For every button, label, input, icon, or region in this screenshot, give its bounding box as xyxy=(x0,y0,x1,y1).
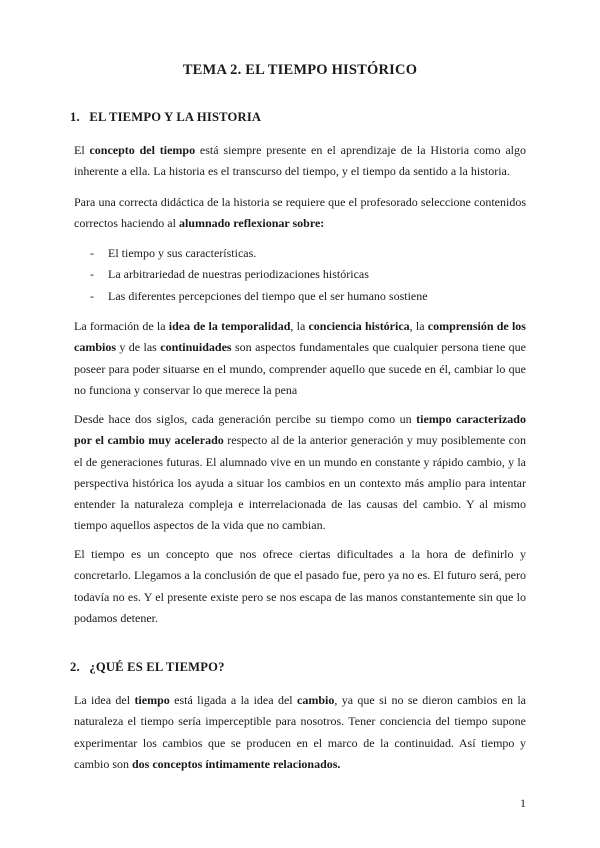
section-1-paragraph-1 xyxy=(74,140,526,183)
list-bullet: - xyxy=(90,267,94,282)
section-2-heading-text: ¿QUÉ ES EL TIEMPO? xyxy=(89,660,225,674)
text-run: y de las xyxy=(116,340,161,355)
section-1-number: 1. xyxy=(70,110,80,124)
section-1-paragraph-4 xyxy=(74,409,526,537)
section-2-paragraph-1 xyxy=(74,690,526,775)
document-title: TEMA 2. EL TIEMPO HISTÓRICO xyxy=(182,62,418,78)
bold-text-run: tiempo caracterizado por el cambio muy acelerado xyxy=(74,412,526,448)
bold-text-run: comprensión de los cambios xyxy=(74,319,526,355)
bold-text-run: dos conceptos íntimamente relacionados. xyxy=(132,756,341,771)
page-number: 1 xyxy=(520,796,526,810)
list-item xyxy=(74,286,526,307)
text-run: La formación de la xyxy=(74,319,169,333)
bold-text-run: conciencia histórica xyxy=(308,319,410,333)
text-run: El tiempo es un concepto que nos ofrece ciertas dificultades a la hora de definirlo y concretarlo. Llegamos a la conclusión de que el pasado fue, pero ya no es. El futuro será, pero todavía no es. Y el presente existe pero se nos escapa de las manos constantemente sin que lo podamos detener. xyxy=(74,547,526,625)
text-run: , ya que si no se dieron cambios en la naturaleza el tiempo sería imperceptible para nosotros. Tener conciencia del tiempo supone experimentar los cambios que se producen en el marco de la continuidad. Así tiempo y cambio son xyxy=(74,693,526,771)
text-run: está ligada a la idea del xyxy=(169,693,297,707)
list-item xyxy=(74,264,526,285)
section-1-paragraph-2 xyxy=(74,192,526,235)
bold-text-run: alumnado reflexionar sobre: xyxy=(178,216,325,231)
section-1-paragraph-3 xyxy=(74,316,526,401)
text-run: La idea del xyxy=(74,693,135,707)
reflection-list xyxy=(74,243,526,307)
text-run: respecto al de la anterior generación y muy posiblemente con el de generaciones futuras. El alumnado vive en un mundo en constante y rápido cambio, y la perspectiva histórica los ayuda a situar los cambios en un contexto más amplio para intentar entender la naturaleza compleja e interrelacionada de las causas del cambio. Y al mismo tiempo aquellos aspectos de la vida que no cambian. xyxy=(74,433,526,533)
list-bullet: - xyxy=(90,246,94,260)
bold-text-run: concepto del tiempo xyxy=(89,143,196,157)
text-run: El xyxy=(74,143,90,157)
section-1-heading-text: EL TIEMPO Y LA HISTORIA xyxy=(89,110,262,124)
list-item xyxy=(74,243,526,264)
text-run: Para una correcta didáctica de la historia se requiere que el profesorado seleccione contenidos correctos haciendo al xyxy=(74,195,526,231)
text-run: está siempre presente en el aprendizaje de la Historia como algo inherente a ella. La historia es el transcurso del tiempo, y el tiempo da sentido a la historia. xyxy=(74,143,526,179)
text-run: , la xyxy=(409,319,428,333)
list-item-text: Las diferentes percepciones del tiempo que el ser humano sostiene xyxy=(108,288,428,303)
section-2-heading xyxy=(70,660,225,675)
section-1-paragraph-5 xyxy=(74,544,526,629)
bold-text-run: continuidades xyxy=(160,340,232,355)
section-1-heading xyxy=(70,110,261,125)
bold-text-run: cambio xyxy=(297,693,335,707)
text-run: Desde hace dos siglos, cada generación percibe su tiempo como un xyxy=(74,412,417,426)
bold-text-run: tiempo xyxy=(134,693,170,707)
text-run: son aspectos fundamentales que cualquier persona tiene que poseer para poder situarse en el mundo, comprender aquello que sucede en él, cambiar lo que no funciona y conservar lo que merece la pena xyxy=(74,340,527,397)
list-bullet: - xyxy=(90,288,94,303)
list-item-text: La arbitrariedad de nuestras periodizaciones históricas xyxy=(108,267,369,282)
list-item-text: El tiempo y sus características. xyxy=(108,246,257,260)
text-run: , la xyxy=(290,319,309,333)
bold-text-run: idea de la temporalidad xyxy=(168,319,291,333)
section-2-number: 2. xyxy=(70,660,80,674)
